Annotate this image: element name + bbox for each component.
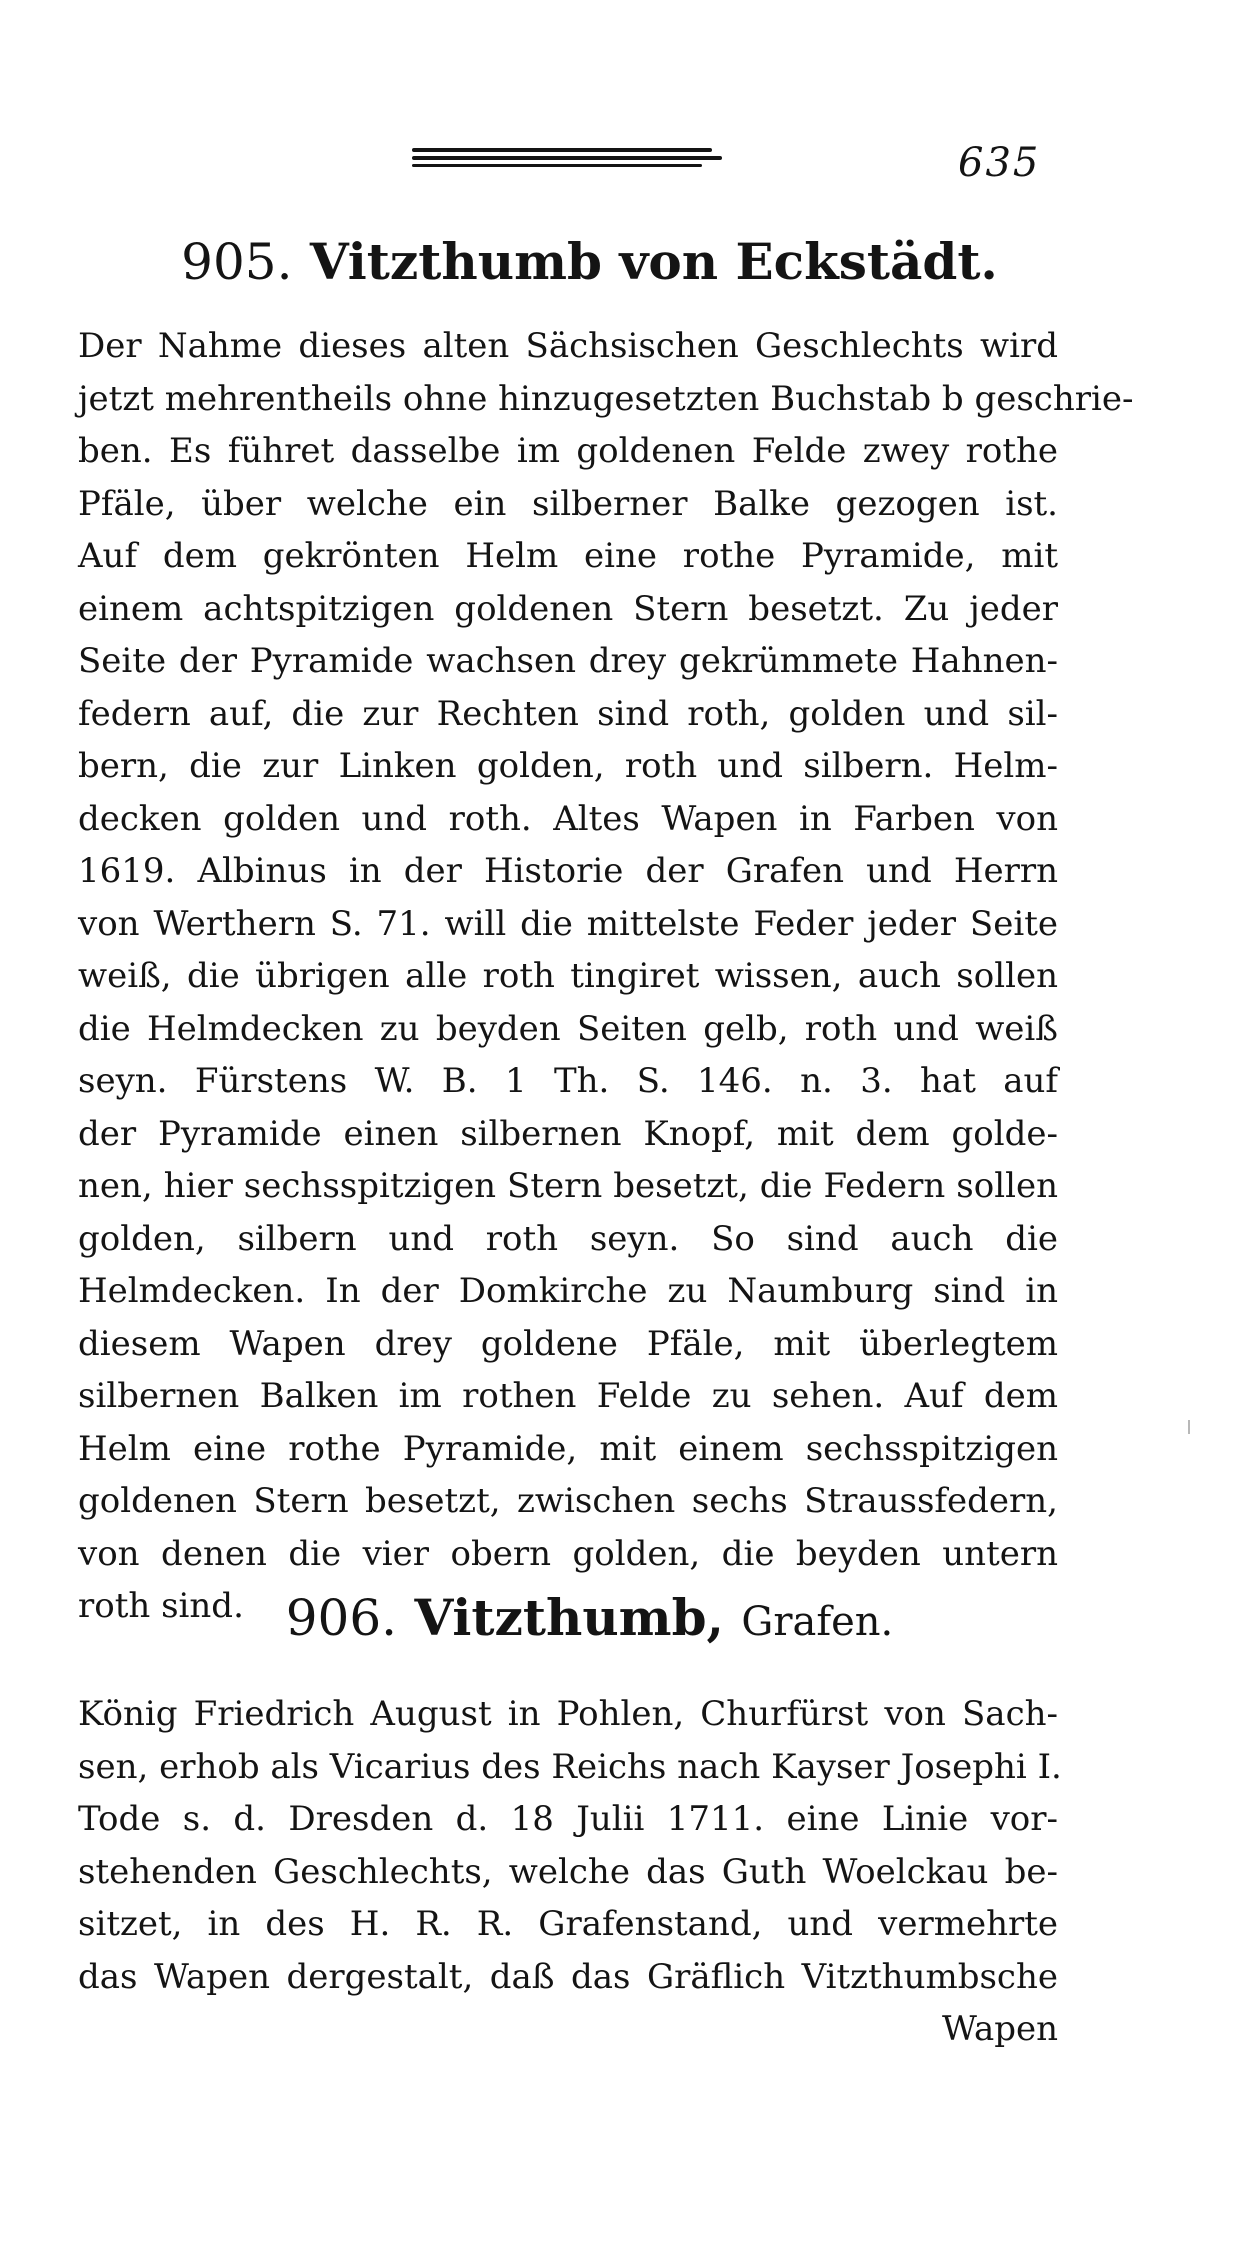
text-line: seyn. Fürstens W. B. 1 Th. S. 146. n. 3. hat auf — [78, 1061, 1058, 1101]
text-line: Pfäle, über welche ein silberner Balke gezogen ist. — [78, 483, 1058, 524]
text-line: von Werthern S. 71. will die mittelste Feder jeder Seite — [78, 903, 1058, 944]
text-line: bern, die zur Linken golden, roth und silbern. Helm- — [78, 746, 1058, 786]
text-line: diesem Wapen drey goldene Pfäle, mit überlegtem — [78, 1323, 1058, 1364]
text-line: weiß, die übrigen alle roth tingiret wissen, auch sollen — [78, 956, 1058, 996]
section-subtitle: Grafen. — [741, 1599, 894, 1645]
section-number: 905. — [181, 233, 293, 291]
header-ornament — [412, 148, 722, 168]
section-title: Vitzthumb, — [414, 1588, 724, 1647]
text-line: Auf dem gekrönten Helm eine rothe Pyramide, mit — [78, 536, 1058, 576]
section-title: Vitzthumb von Eckstädt. — [309, 232, 998, 291]
paper-speck — [1188, 1420, 1190, 1434]
text-line: federn auf, die zur Rechten sind roth, golden und sil- — [78, 693, 1058, 734]
text-line: die Helmdecken zu beyden Seiten gelb, roth und weiß — [78, 1008, 1058, 1049]
text-line: Helmdecken. In der Domkirche zu Naumburg sind in — [78, 1271, 1058, 1311]
text-line: das Wapen dergestalt, daß das Gräflich Vitzthumbsche — [78, 1956, 1058, 1997]
catchword: Wapen — [941, 2009, 1058, 2049]
text-line: roth sind. — [78, 1586, 244, 1626]
text-line: jetzt mehrentheils ohne hinzugesetzten Buchstab b geschrie- — [78, 378, 1134, 419]
text-line: Der Nahme dieses alten Sächsischen Geschlechts wird — [78, 326, 1058, 366]
section-text-905 — [78, 320, 1134, 1633]
text-line: 1619. Albinus in der Historie der Grafen und Herrn — [78, 851, 1058, 891]
section-number: 906. — [285, 1589, 398, 1647]
text-line: silbernen Balken im rothen Felde zu sehen. Auf dem — [78, 1376, 1058, 1416]
text-line: sitzet, in des H. R. R. Grafenstand, und vermehrte — [78, 1904, 1058, 1944]
section-heading-905 — [0, 232, 1219, 291]
text-line: einem achtspitzigen goldenen Stern besetzt. Zu jeder — [78, 588, 1058, 629]
text-line: nen, hier sechsspitzigen Stern besetzt, die Federn sollen — [78, 1166, 1058, 1206]
text-line: Seite der Pyramide wachsen drey gekrümmete Hahnen- — [78, 641, 1058, 681]
text-line: golden, silbern und roth seyn. So sind auch die — [78, 1218, 1058, 1259]
text-line: der Pyramide einen silbernen Knopf, mit dem golde- — [78, 1113, 1058, 1154]
text-line: König Friedrich August in Pohlen, Churfürst von Sach- — [78, 1694, 1058, 1734]
text-line: stehenden Geschlechts, welche das Guth Woelckau be- — [78, 1851, 1058, 1892]
text-line: Tode s. d. Dresden d. 18 Julii 1711. eine Linie vor- — [78, 1799, 1058, 1839]
section-text-906 — [78, 1688, 1062, 2056]
text-line: sen, erhob als Vicarius des Reichs nach Kayser Josephi I. — [78, 1746, 1062, 1787]
section-heading-906 — [0, 1588, 1219, 1647]
text-line: Helm eine rothe Pyramide, mit einem sechsspitzigen — [78, 1428, 1058, 1469]
text-line: decken golden und roth. Altes Wapen in Farben von — [78, 798, 1058, 839]
page-number: 635 — [958, 140, 1041, 186]
text-line: goldenen Stern besetzt, zwischen sechs Straussfedern, — [78, 1481, 1058, 1521]
text-line: von denen die vier obern golden, die beyden untern — [78, 1533, 1058, 1574]
text-line: ben. Es führet dasselbe im goldenen Felde zwey rothe — [78, 431, 1058, 471]
